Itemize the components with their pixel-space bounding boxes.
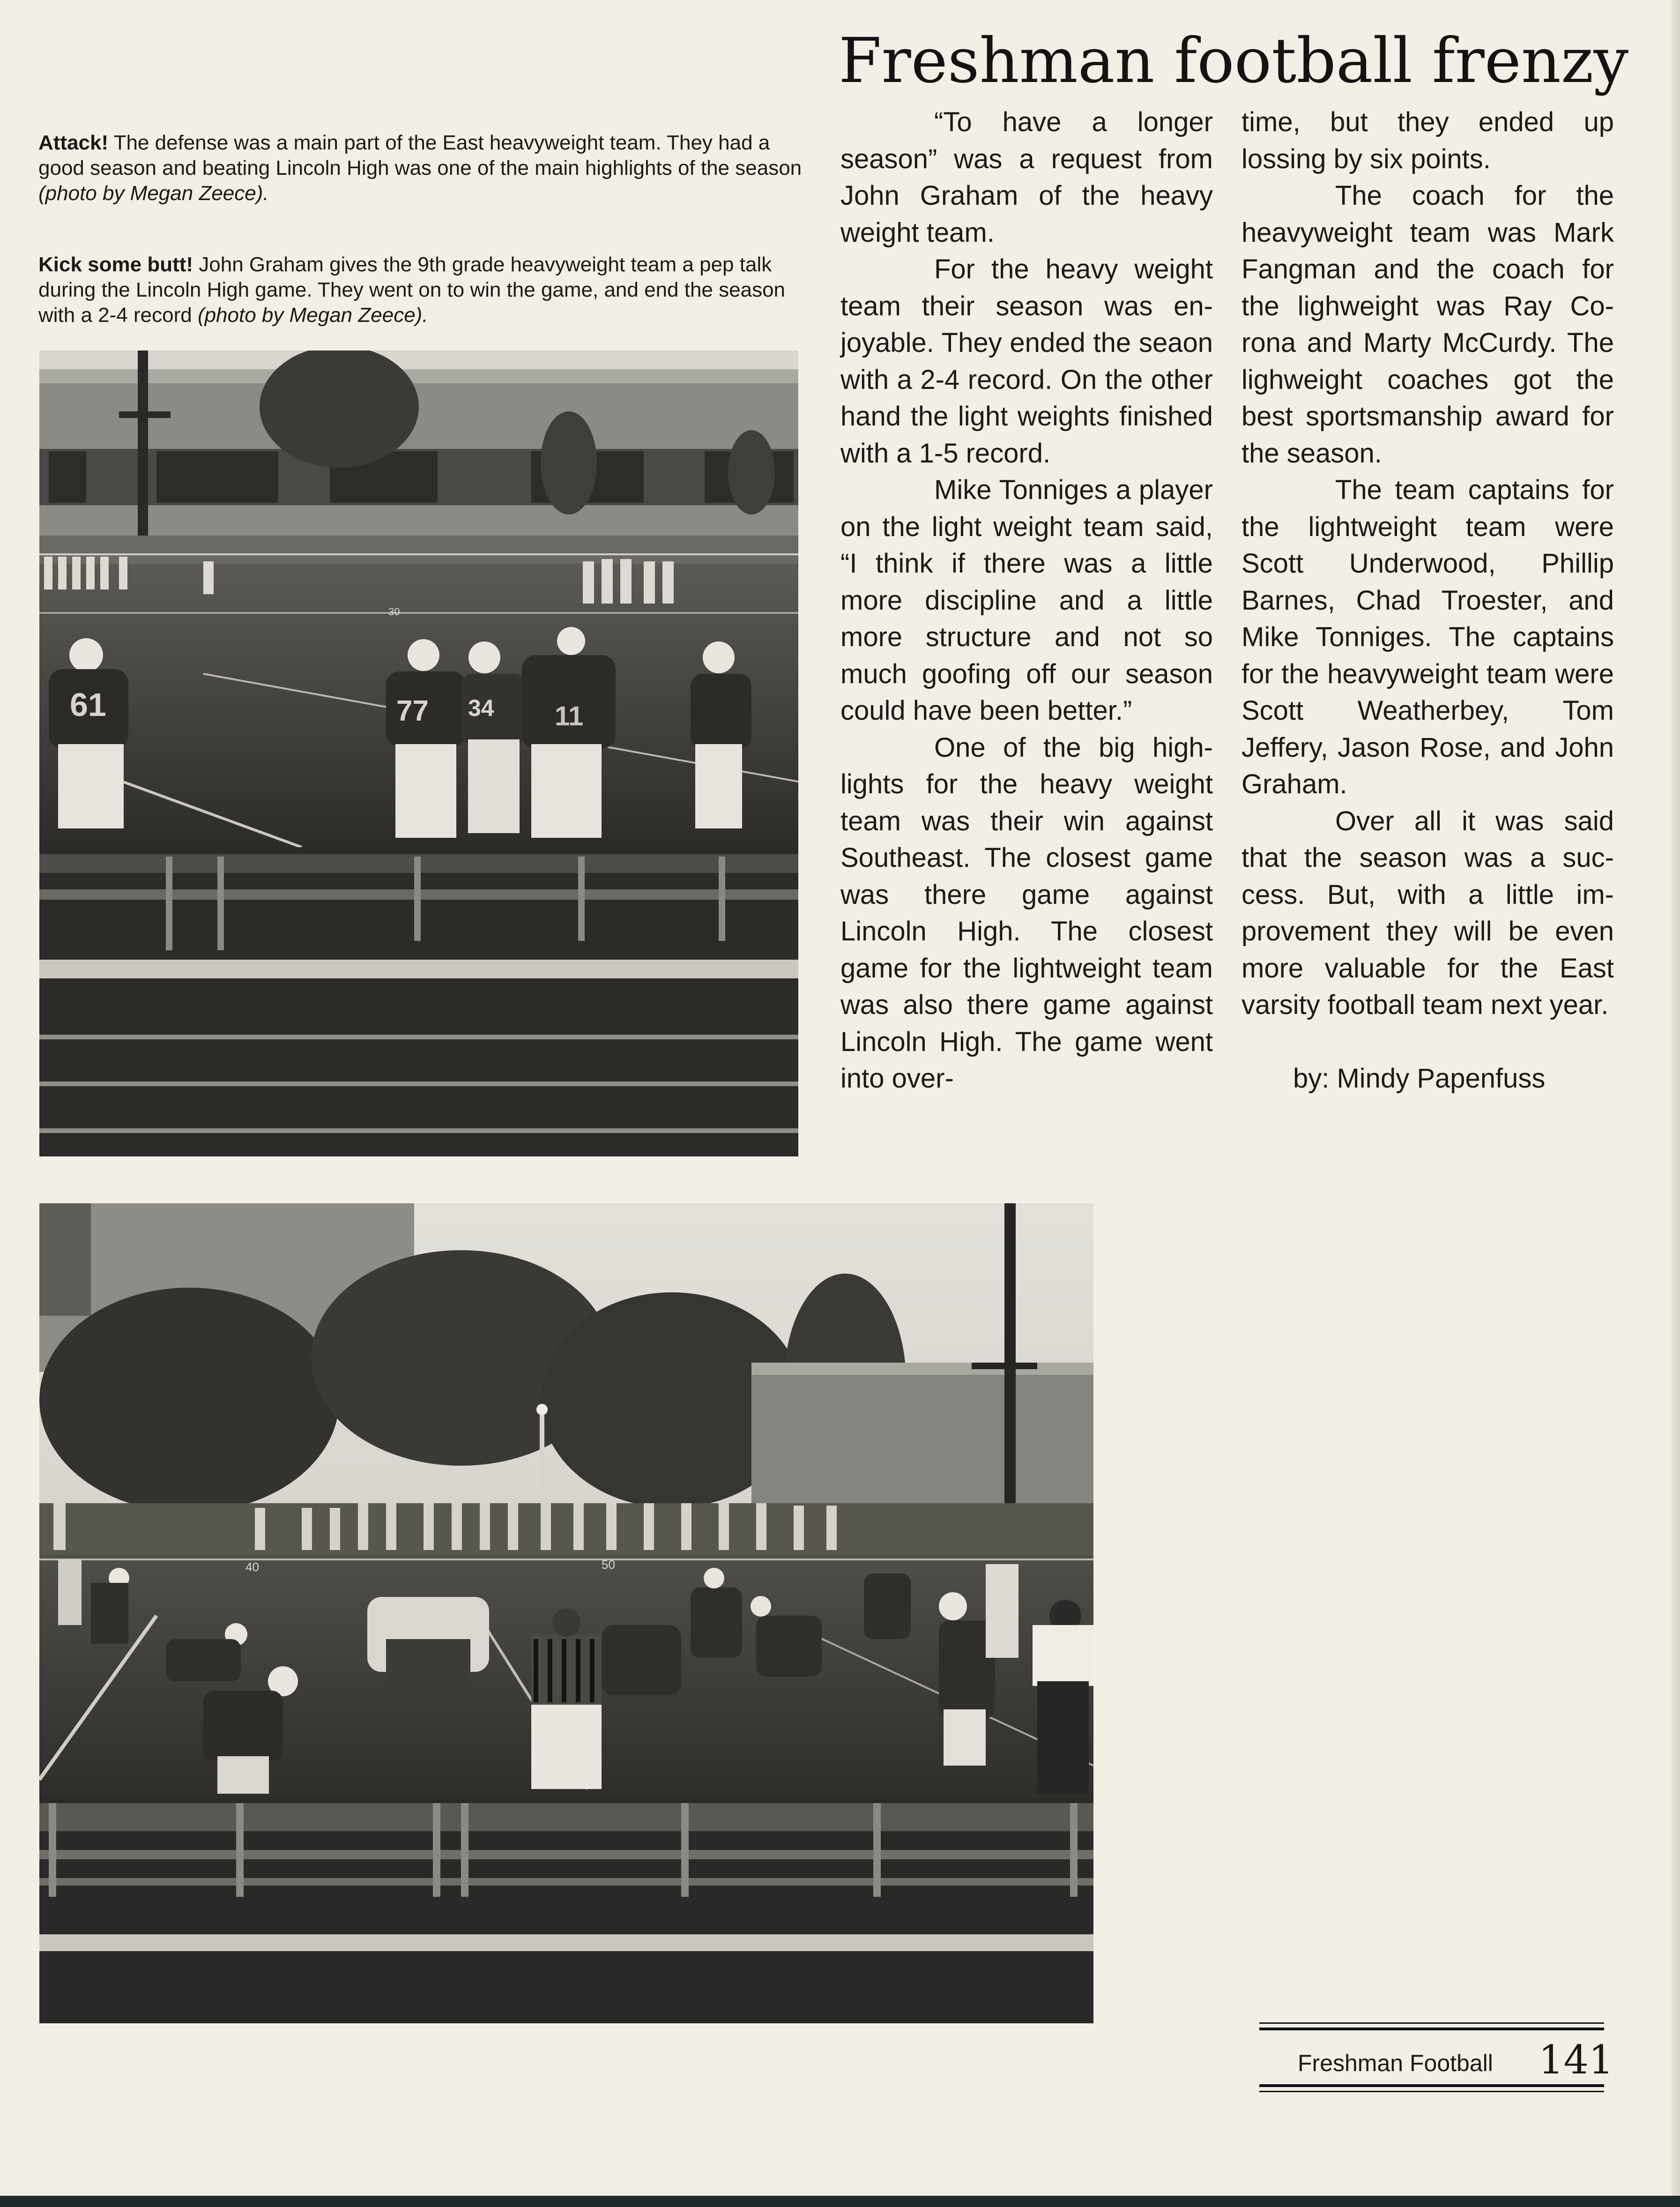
caption-text: John Graham gives the 9th grade heavyweight team a pep talk during the Lincoln High game. They went on to win the game, and end the season with a 2-4 record <box>38 253 786 327</box>
caption-lead: Kick some butt! <box>38 253 193 276</box>
jersey-number: 77 <box>396 695 429 727</box>
photo-credit: (photo by Megan Zeece). <box>38 182 269 205</box>
photo-pep-talk <box>39 350 798 1156</box>
article-paragraph: Mike Tonniges a player on the light weight team said, “I think if there was a little more discipline and a little more structure and not so much goofing off our season could have been better.” <box>840 475 1213 726</box>
page-title: Freshman football frenzy <box>839 25 1629 97</box>
photo-caption-attack <box>38 130 811 206</box>
scan-right-edge <box>1672 0 1680 2207</box>
jersey-number: 11 <box>555 701 584 731</box>
scan-bottom-edge <box>0 2196 1680 2207</box>
footer-rule-bottom <box>1259 2084 1604 2096</box>
page-number: 141 <box>1539 2037 1614 2083</box>
article-paragraph: For the heavy weight team their season was enjoyable. They ended the seaon with a 2-4 record. On the other hand the light weights finished with a 1-5 record. <box>840 254 1213 469</box>
jersey-number: 34 <box>468 695 494 721</box>
article-paragraph: One of the big highlights for the heavy weight team was their win against Southeast. The closest game was there game against Lincoln High. The closest game for the lightweight team was also there game against Lincoln High. The game went into over- <box>840 732 1213 1094</box>
yard-marker: 40 <box>245 1560 259 1574</box>
article-paragraph: The coach for the heavyweight team was Mark Fangman and the coach for the lighweight was Ray Corona and Marty McCurdy. The lighweight coaches got the best sportsmanship award for the season. <box>1241 180 1614 469</box>
section-label: Freshman Football <box>1298 2050 1493 2076</box>
article-column-right <box>1241 104 1614 1097</box>
article-column-left <box>840 104 1213 1097</box>
article-paragraph: Over all it was said that the season was a success. But, with a little improvement they will be even more valuable for the East varsity football team next year. <box>1241 805 1614 1020</box>
photo-defense-attack <box>39 1203 1093 2023</box>
photo-caption-kick-some-butt <box>38 252 811 328</box>
byline: by: Mindy Papenfuss <box>1293 1063 1546 1094</box>
caption-lead: Attack! <box>38 131 109 154</box>
article-paragraph: “To have a longer season” was a request from John Graham of the heavy weight team. <box>840 107 1213 248</box>
article-paragraph-continued: time, but they ended up lossing by six points. <box>1241 107 1614 174</box>
caption-text: The defense was a main part of the East heavyweight team. They had a good season and beating Lincoln High was one of the main highlights of the season <box>38 131 802 179</box>
footer-rule-top <box>1259 2022 1604 2034</box>
jersey-number: 61 <box>70 686 106 723</box>
article-paragraph: The team captains for the lightweight team were Scott Underwood, Phillip Barnes, Chad Troester, and Mike Tonniges. The captains for the heavyweight team were Scott Weatherbey, Tom Jeffery, Jason Rose, and John Graham. <box>1241 475 1614 799</box>
photo-credit: (photo by Megan Zeece). <box>197 304 428 327</box>
yard-marker: 30 <box>388 606 400 618</box>
yard-marker: 50 <box>602 1558 615 1572</box>
